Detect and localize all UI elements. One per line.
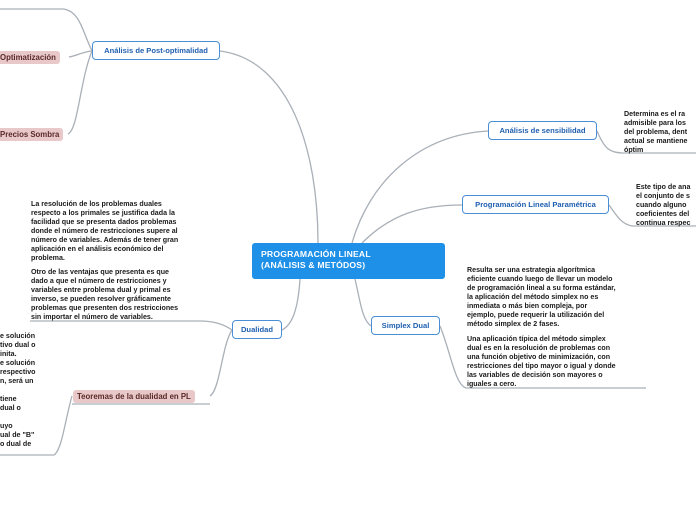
node-analisis-sensibilidad[interactable]: Análisis de sensibilidad bbox=[488, 121, 597, 140]
tag-precios-sombra[interactable]: Precios Sombra bbox=[0, 128, 63, 141]
note-dualidad-2: Otro de las ventajas que presenta es que dado a que el número de restricciones y variables entre problema dual y primal es inverso, se pueden resolver gráficamente problemas que presenten dos restricciones sin importar el número de variables. bbox=[31, 268, 179, 321]
link-post-optimizacion bbox=[69, 51, 92, 57]
central-topic-line1: PROGRAMACIÓN LINEAL bbox=[261, 249, 371, 259]
link-central-post-optimalidad bbox=[220, 51, 318, 243]
central-topic[interactable] bbox=[252, 243, 445, 279]
tag-optimizacion[interactable]: Optimatización bbox=[0, 51, 60, 64]
link-central-sensibilidad bbox=[352, 131, 488, 243]
note-teoremas: e solución tivo dual o inita. e solución respectivo n, será un tiene dual o uyo ual de "B" o dual de bbox=[0, 332, 36, 448]
node-programacion-parametrica[interactable]: Programación Lineal Paramétrica bbox=[462, 195, 609, 214]
note-dualidad-1: La resolución de los problemas duales respecto a los primales se justifica dada la facilidad que se presenta dados problemas donde el número de restricciones supere al número de variables. Además de tener gran aplicación en el análisis económico del problema. bbox=[31, 200, 179, 262]
note-parametrica: Este tipo de ana el conjunto de s cuando alguno coeficientes del continua respec bbox=[636, 183, 691, 227]
node-post-optimalidad[interactable]: Análisis de Post-optimalidad bbox=[92, 41, 220, 60]
tag-teoremas-dualidad[interactable]: Teoremas de la dualidad en PL bbox=[73, 390, 195, 403]
note-simplex-dual-2: Una aplicación típica del método simplex dual es en la resolución de problemas con una función objetivo de minimización, con restricciones del tipo mayor o igual y donde las variables de decisión son mayores o iguales a cero. bbox=[467, 335, 616, 388]
link-dualidad-note bbox=[30, 321, 232, 330]
link-central-dualidad bbox=[282, 279, 300, 330]
node-dualidad[interactable]: Dualidad bbox=[232, 320, 282, 339]
note-simplex-dual-1: Resulta ser una estrategia algorítmica eficiente cuando luego de llevar un modelo de programación lineal a su forma estándar, la aplicación del método simplex no es inmediata o más bien compleja, por ejemplo, puede requerir la utilización del método simplex de 2 fases. bbox=[467, 266, 616, 328]
link-central-parametrica bbox=[362, 205, 462, 243]
link-central-simplex bbox=[355, 279, 371, 326]
link-post-precios bbox=[68, 51, 92, 134]
central-topic-line2: (ANÁLISIS & METÓDOS) bbox=[261, 260, 366, 270]
link-dualidad-teoremas bbox=[210, 330, 232, 396]
node-simplex-dual[interactable]: Simplex Dual bbox=[371, 316, 440, 335]
note-sensibilidad: Determina es el ra admisible para los del problema, dent actual se mantiene óptim bbox=[624, 110, 688, 154]
link-post-top bbox=[0, 9, 92, 51]
